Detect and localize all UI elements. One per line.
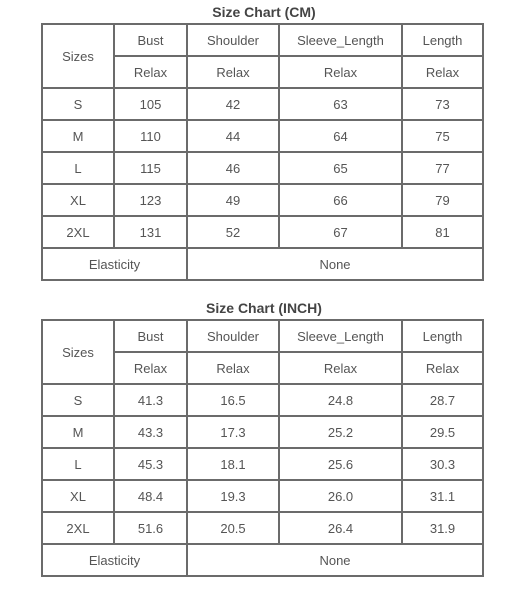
size-chart-inch-title: Size Chart (INCH) xyxy=(206,300,322,316)
measurement-cell: 42 xyxy=(187,88,279,120)
size-chart-cm-title: Size Chart (CM) xyxy=(212,4,316,20)
size-cell: S xyxy=(42,88,114,120)
table-row xyxy=(42,184,483,216)
measurement-cell: 20.5 xyxy=(187,512,279,544)
measurement-cell: 43.3 xyxy=(114,416,187,448)
measurement-cell: 29.5 xyxy=(402,416,483,448)
column-header: Length xyxy=(402,24,483,56)
fit-subheader: Relax xyxy=(279,352,402,384)
elasticity-label: Elasticity xyxy=(42,544,187,576)
measurement-cell: 65 xyxy=(279,152,402,184)
table-row xyxy=(42,512,483,544)
measurement-cell: 31.1 xyxy=(402,480,483,512)
table-row xyxy=(42,480,483,512)
measurement-cell: 30.3 xyxy=(402,448,483,480)
measurement-cell: 77 xyxy=(402,152,483,184)
elasticity-value: None xyxy=(187,248,483,280)
measurement-cell: 46 xyxy=(187,152,279,184)
measurement-cell: 105 xyxy=(114,88,187,120)
elasticity-value: None xyxy=(187,544,483,576)
measurement-cell: 51.6 xyxy=(114,512,187,544)
measurement-cell: 19.3 xyxy=(187,480,279,512)
size-cell: XL xyxy=(42,480,114,512)
measurement-cell: 28.7 xyxy=(402,384,483,416)
measurement-cell: 24.8 xyxy=(279,384,402,416)
column-header: Bust xyxy=(114,24,187,56)
column-header: Bust xyxy=(114,320,187,352)
column-header: Shoulder xyxy=(187,24,279,56)
table-row xyxy=(42,88,483,120)
column-header: Sleeve_Length xyxy=(279,320,402,352)
size-cell: 2XL xyxy=(42,216,114,248)
measurement-cell: 52 xyxy=(187,216,279,248)
table-row xyxy=(42,120,483,152)
measurement-cell: 26.0 xyxy=(279,480,402,512)
measurement-cell: 81 xyxy=(402,216,483,248)
measurement-cell: 31.9 xyxy=(402,512,483,544)
elasticity-row xyxy=(42,248,483,280)
column-header: Shoulder xyxy=(187,320,279,352)
measurement-cell: 41.3 xyxy=(114,384,187,416)
header-row xyxy=(42,24,483,56)
column-header: Length xyxy=(402,320,483,352)
elasticity-row xyxy=(42,544,483,576)
fit-subheader: Relax xyxy=(187,352,279,384)
measurement-cell: 79 xyxy=(402,184,483,216)
sizes-header: Sizes xyxy=(42,24,114,88)
size-cell: XL xyxy=(42,184,114,216)
size-cell: M xyxy=(42,120,114,152)
fit-subheader: Relax xyxy=(114,56,187,88)
size-cell: 2XL xyxy=(42,512,114,544)
measurement-cell: 123 xyxy=(114,184,187,216)
measurement-cell: 131 xyxy=(114,216,187,248)
table-row xyxy=(42,448,483,480)
table-row xyxy=(42,152,483,184)
table-row xyxy=(42,416,483,448)
fit-subheader: Relax xyxy=(402,352,483,384)
measurement-cell: 63 xyxy=(279,88,402,120)
column-header: Sleeve_Length xyxy=(279,24,402,56)
measurement-cell: 49 xyxy=(187,184,279,216)
size-cell: S xyxy=(42,384,114,416)
measurement-cell: 115 xyxy=(114,152,187,184)
header-row xyxy=(42,320,483,352)
measurement-cell: 73 xyxy=(402,88,483,120)
measurement-cell: 66 xyxy=(279,184,402,216)
table-row xyxy=(42,384,483,416)
measurement-cell: 64 xyxy=(279,120,402,152)
fit-subheader: Relax xyxy=(279,56,402,88)
size-cell: L xyxy=(42,448,114,480)
size-chart-cm-table xyxy=(41,23,484,281)
measurement-cell: 25.6 xyxy=(279,448,402,480)
size-cell: L xyxy=(42,152,114,184)
measurement-cell: 18.1 xyxy=(187,448,279,480)
fit-subheader: Relax xyxy=(114,352,187,384)
measurement-cell: 45.3 xyxy=(114,448,187,480)
size-chart-inch-table xyxy=(41,319,484,577)
fit-subheader: Relax xyxy=(187,56,279,88)
measurement-cell: 16.5 xyxy=(187,384,279,416)
fit-subheader: Relax xyxy=(402,56,483,88)
measurement-cell: 25.2 xyxy=(279,416,402,448)
measurement-cell: 67 xyxy=(279,216,402,248)
size-cell: M xyxy=(42,416,114,448)
sizes-header: Sizes xyxy=(42,320,114,384)
elasticity-label: Elasticity xyxy=(42,248,187,280)
measurement-cell: 48.4 xyxy=(114,480,187,512)
measurement-cell: 17.3 xyxy=(187,416,279,448)
measurement-cell: 44 xyxy=(187,120,279,152)
measurement-cell: 110 xyxy=(114,120,187,152)
table-row xyxy=(42,216,483,248)
measurement-cell: 75 xyxy=(402,120,483,152)
measurement-cell: 26.4 xyxy=(279,512,402,544)
